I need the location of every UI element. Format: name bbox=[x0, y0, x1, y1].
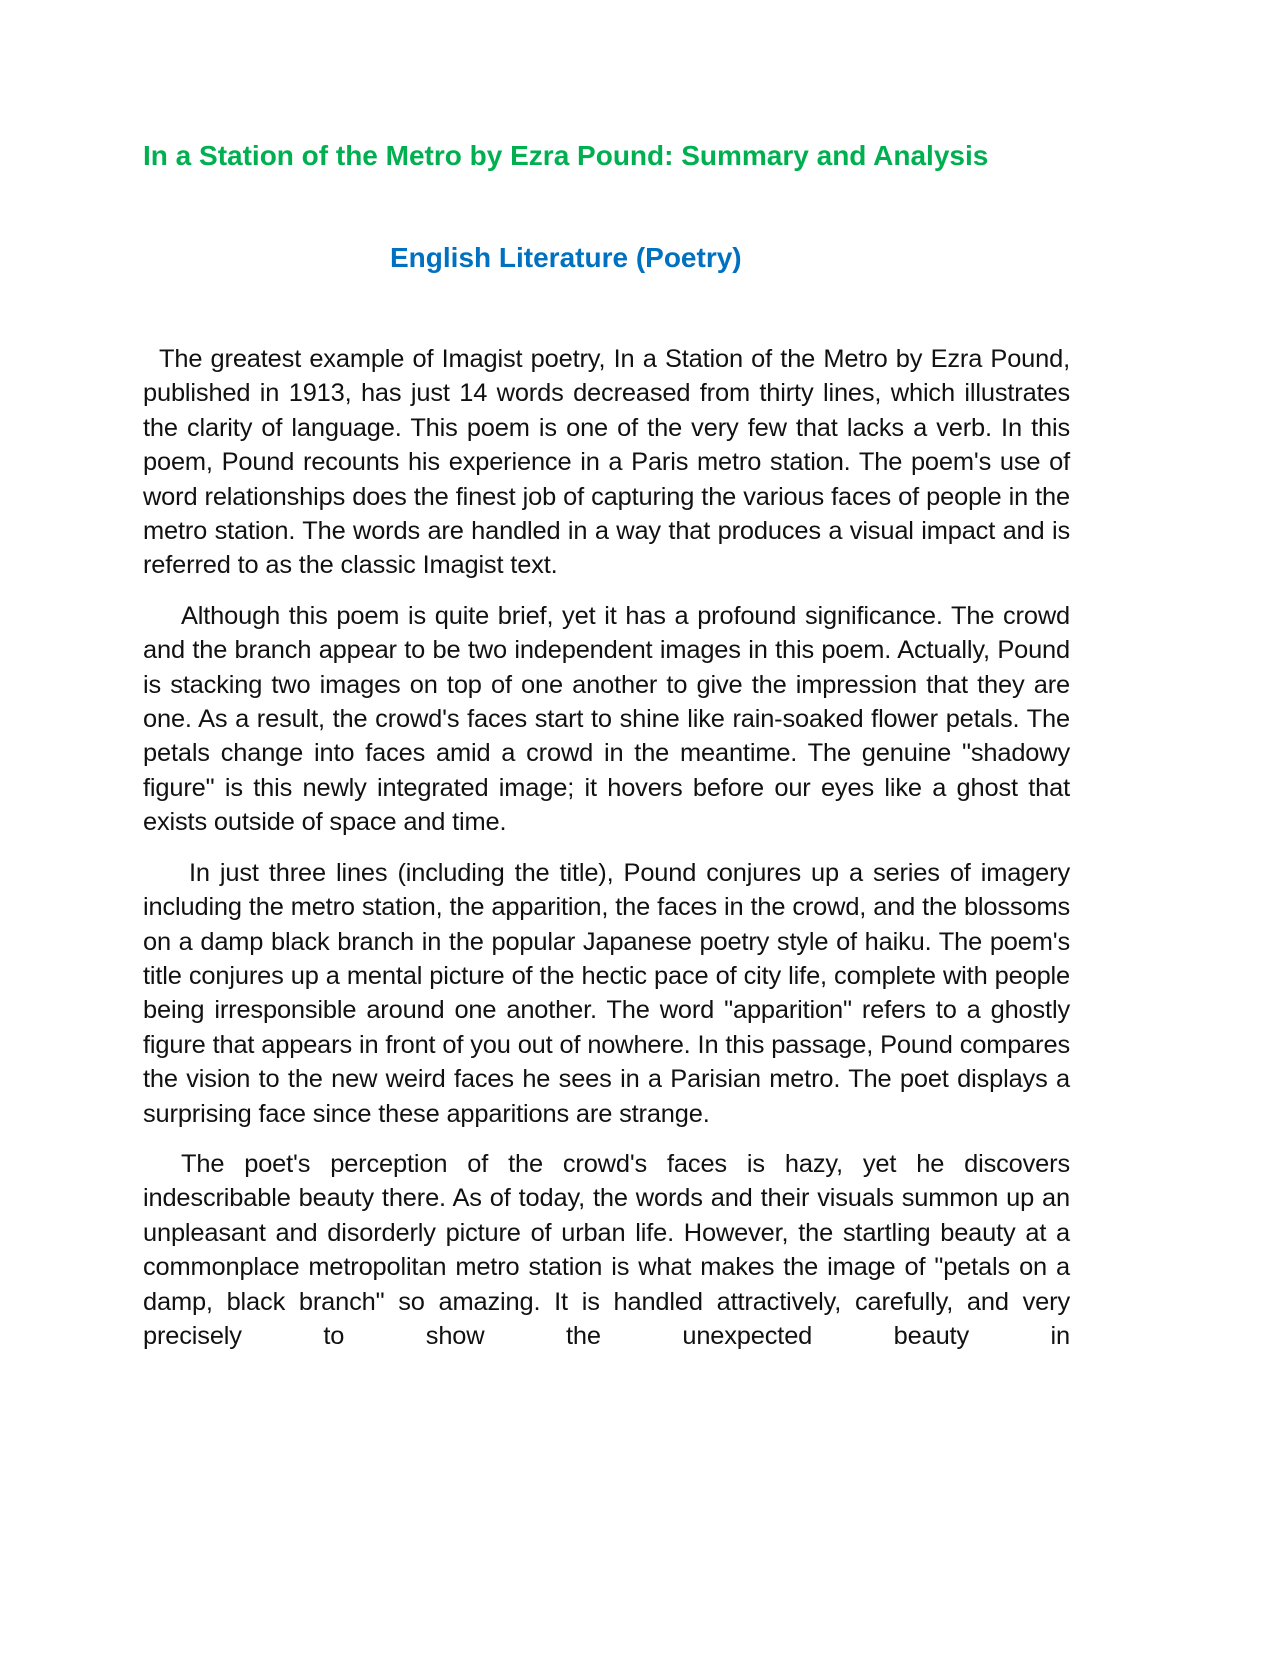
paragraph: The greatest example of Imagist poetry, In a Station of the Metro by Ezra Pound, published in 1913, has just 14 words decreased from thirty lines, which illustrates the clarity of language. This poem is one of the very few that lacks a verb. In this poem, Pound recounts his experience in a Paris metro station. The poem's use of word relationships does the finest job of capturing the various faces of people in the metro station. The words are handled in a way that produces a visual impact and is referred to as the classic Imagist text. bbox=[143, 345, 1070, 580]
document-subtitle: English Literature (Poetry) bbox=[390, 242, 742, 273]
paragraph: In just three lines (including the title), Pound conjures up a series of imagery including the metro station, the apparition, the faces in the crowd, and the blossoms on a damp black branch in the popular Japanese poetry style of haiku. The poem's title conjures up a mental picture of the hectic pace of city life, complete with people being irresponsible around one another. The word "apparition" refers to a ghostly figure that appears in front of you out of nowhere. In this passage, Pound compares the vision to the new weird faces he sees in a Parisian metro. The poet displays a surprising face since these apparitions are strange. bbox=[143, 858, 1070, 1128]
paragraph: The poet's perception of the crowd's faces is hazy, yet he discovers indescribable beauty there. As of today, the words and their visuals summon up an unpleasant and disorderly picture of urban life. However, the startling beauty at a commonplace metropolitan metro station is what makes the image of "petals on a damp, black branch" so amazing. It is handled attractively, carefully, and very precisely to show the unexpected beauty in bbox=[143, 1149, 1070, 1350]
document-body bbox=[143, 342, 1070, 1369]
document-title: In a Station of the Metro by Ezra Pound: Summary and Analysis bbox=[143, 140, 989, 171]
paragraph: Although this poem is quite brief, yet it has a profound significance. The crowd and the branch appear to be two independent images in this poem. Actually, Pound is stacking two images on top of one another to give the impression that they are one. As a result, the crowd's faces start to shine like rain-soaked flower petals. The petals change into faces amid a crowd in the meantime. The genuine "shadowy figure" is this newly integrated image; it hovers before our eyes like a ghost that exists outside of space and time. bbox=[143, 601, 1070, 837]
